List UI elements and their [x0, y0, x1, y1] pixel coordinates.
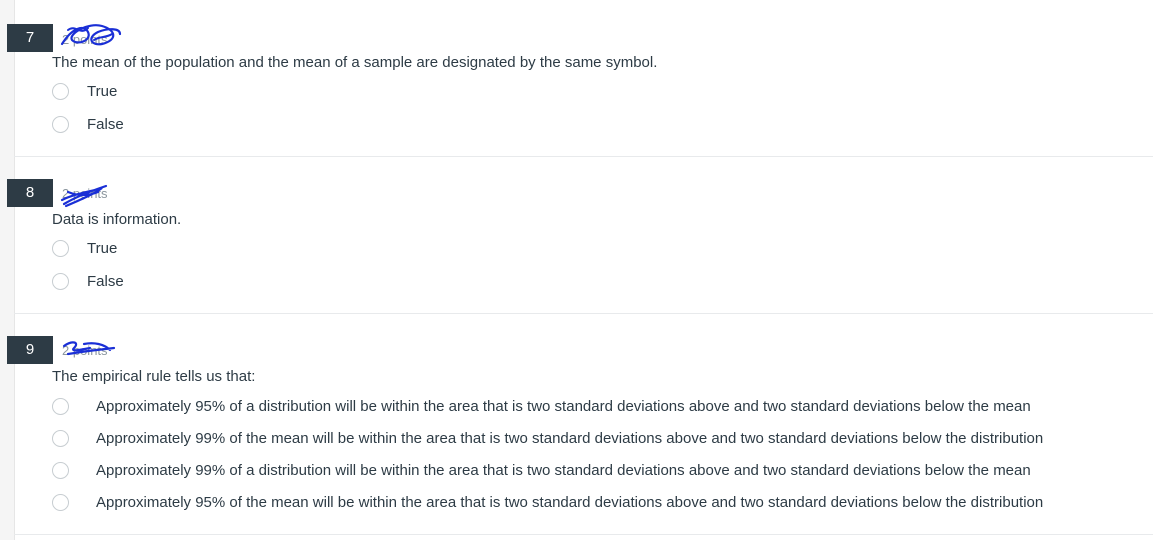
option-label: Approximately 99% of a distribution will be within the area that is two standard deviations above and two standard deviations below the mean: [96, 461, 1031, 479]
pen-scribble: [60, 338, 120, 360]
points-label: 2 points: [62, 32, 108, 47]
question-7: [0, 0, 1153, 156]
radio-button[interactable]: [52, 398, 69, 415]
answer-option[interactable]: [52, 79, 117, 103]
radio-button[interactable]: [52, 430, 69, 447]
pen-scribble: [58, 18, 124, 50]
radio-button[interactable]: [52, 116, 69, 133]
question-number: 9: [7, 336, 53, 364]
answer-option[interactable]: [52, 458, 1031, 482]
option-label: Approximately 99% of the mean will be within the area that is two standard deviations above and two standard deviations below the distribution: [96, 429, 1044, 447]
option-label: False: [87, 272, 124, 290]
question-number: 7: [7, 24, 53, 52]
answer-option[interactable]: [52, 490, 1043, 514]
option-label: Approximately 95% of the mean will be within the area that is two standard deviations above and two standard deviations below the distribution: [96, 493, 1044, 511]
answer-option[interactable]: [52, 112, 124, 136]
radio-button[interactable]: [52, 83, 69, 100]
radio-button[interactable]: [52, 240, 69, 257]
question-number: 8: [7, 179, 53, 207]
option-label: False: [87, 115, 124, 133]
question-text: The mean of the population and the mean of a sample are designated by the same symbol.: [52, 54, 658, 71]
radio-button[interactable]: [52, 273, 69, 290]
answer-option[interactable]: [52, 236, 117, 260]
question-text: Data is information.: [52, 211, 182, 228]
answer-option[interactable]: [52, 269, 124, 293]
answer-option[interactable]: [52, 394, 1031, 418]
option-label: True: [87, 82, 118, 100]
question-8: [0, 157, 1153, 313]
points-label: 2 points: [62, 343, 108, 358]
radio-button[interactable]: [52, 494, 69, 511]
pen-scribble: [58, 182, 114, 210]
answer-option[interactable]: [52, 426, 1043, 450]
radio-button[interactable]: [52, 462, 69, 479]
option-label: True: [87, 239, 118, 257]
option-label: Approximately 95% of a distribution will be within the area that is two standard deviations above and two standard deviations below the mean: [96, 397, 1031, 415]
question-divider: [14, 534, 1153, 535]
question-9: [0, 314, 1153, 536]
question-text: The empirical rule tells us that:: [52, 368, 256, 385]
points-label: 2 points: [62, 186, 108, 201]
